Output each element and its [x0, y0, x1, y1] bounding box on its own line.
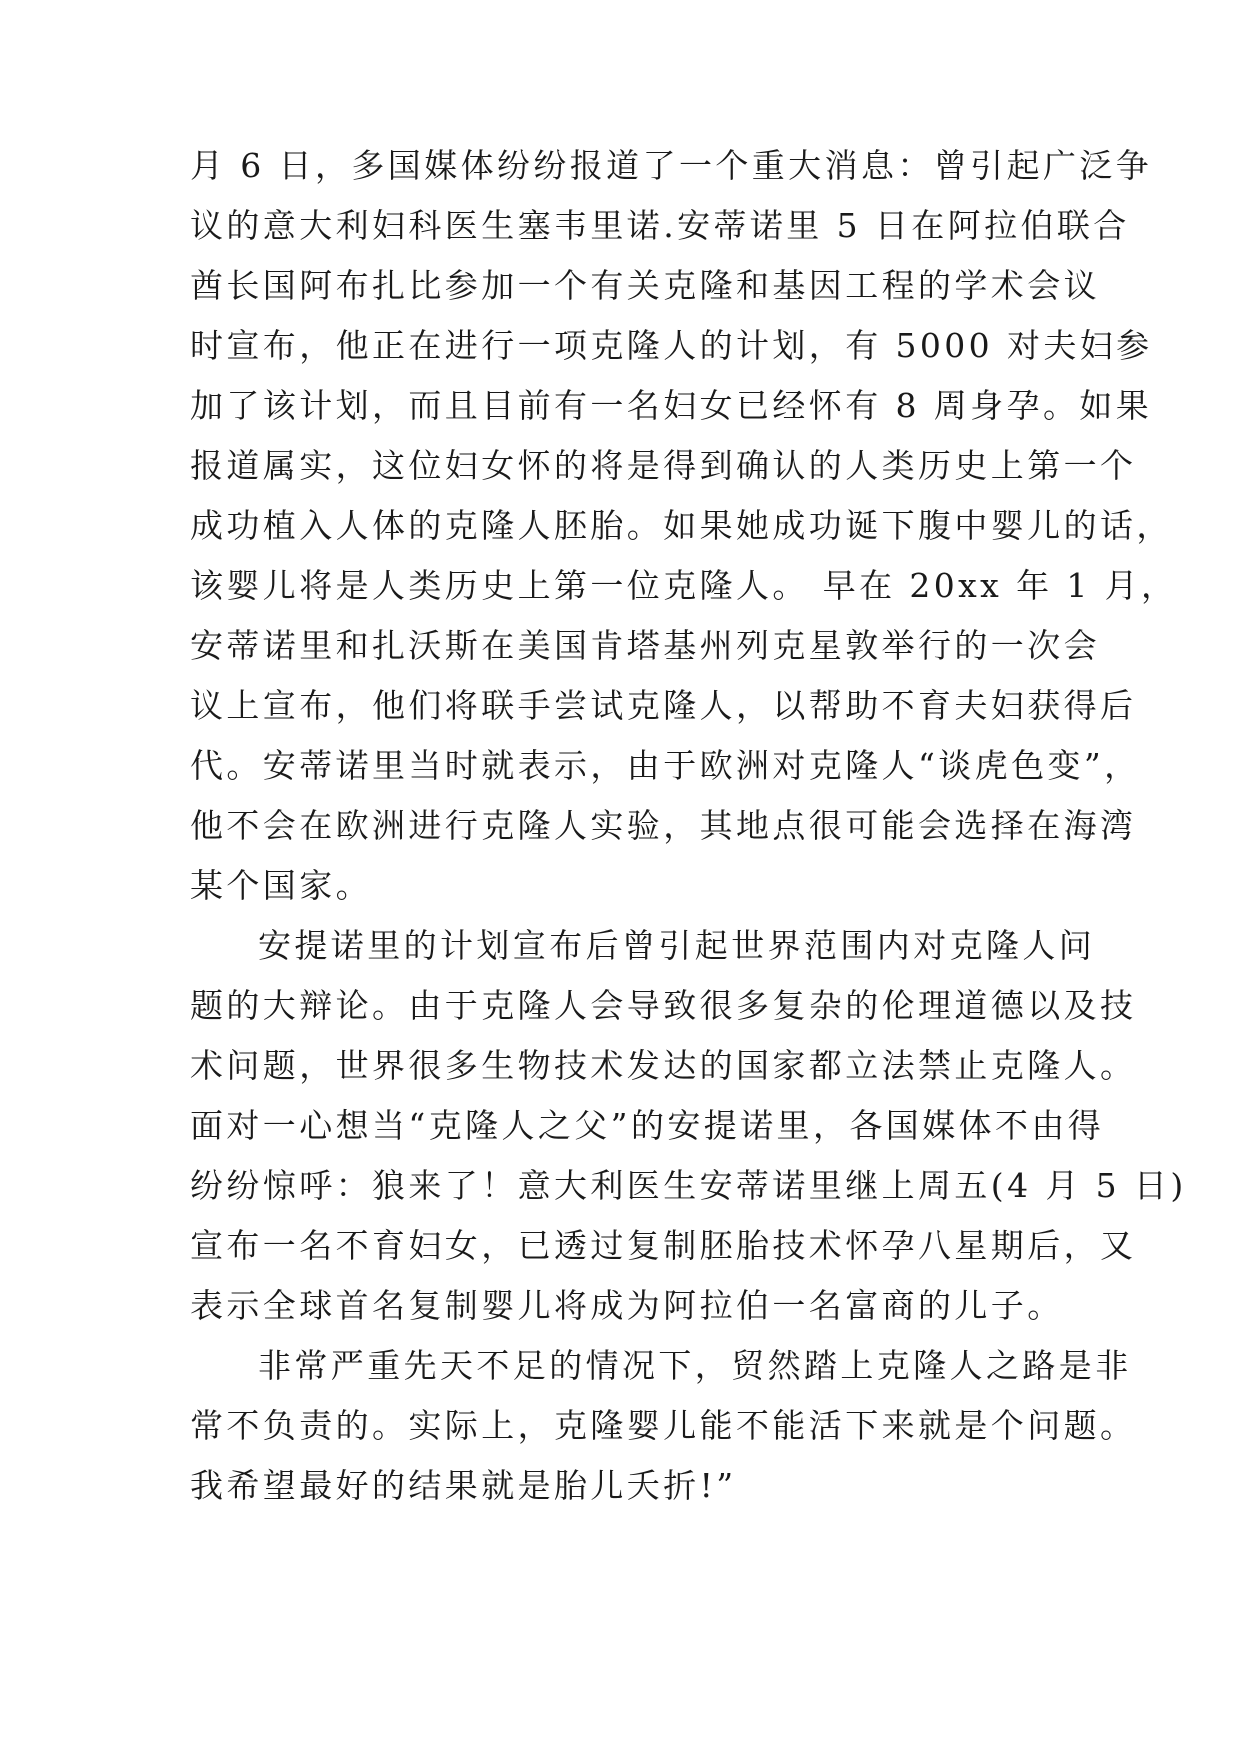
text-line: 纷纷惊呼：狼来了！意大利医生安蒂诺里继上周五(4 月 5 日)	[190, 1166, 1187, 1205]
text-line: 表示全球首名复制婴儿将成为阿拉伯一名富商的儿子。	[190, 1286, 1064, 1325]
text-line: 代。安蒂诺里当时就表示，由于欧洲对克隆人“谈虎色变”，	[190, 746, 1141, 785]
text-line: 报道属实，这位妇女怀的将是得到确认的人类历史上第一个	[190, 446, 1137, 485]
text-line: 月 6 日，多国媒体纷纷报道了一个重大消息：曾引起广泛争	[190, 146, 1153, 185]
text-line: 常不负责的。实际上，克隆婴儿能不能活下来就是个问题。	[190, 1406, 1137, 1445]
text-line: 加了该计划，而且目前有一名妇女已经怀有 8 周身孕。如果	[190, 386, 1153, 425]
paragraph-first-line: 安提诺里的计划宣布后曾引起世界范围内对克隆人问	[258, 926, 1096, 965]
text-line: 成功植入人体的克隆人胚胎。如果她成功诞下腹中婴儿的话，	[190, 506, 1173, 545]
text-line: 面对一心想当“克隆人之父”的安提诺里，各国媒体不由得	[190, 1106, 1105, 1145]
text-line: 议上宣布，他们将联手尝试克隆人，以帮助不育夫妇获得后	[190, 686, 1137, 725]
text-line: 该婴儿将是人类历史上第一位克隆人。 早在 20xx 年 1 月，	[190, 566, 1178, 605]
text-line: 议的意大利妇科医生塞韦里诺.安蒂诺里 5 日在阿拉伯联合	[190, 206, 1130, 245]
text-line: 酋长国阿布扎比参加一个有关克隆和基因工程的学术会议	[190, 266, 1100, 305]
text-line: 术问题，世界很多生物技术发达的国家都立法禁止克隆人。	[190, 1046, 1137, 1085]
text-line: 时宣布，他正在进行一项克隆人的计划，有 5000 对夫妇参	[190, 326, 1153, 365]
text-line: 题的大辩论。由于克隆人会导致很多复杂的伦理道德以及技	[190, 986, 1137, 1025]
text-line: 安蒂诺里和扎沃斯在美国肯塔基州列克星敦举行的一次会	[190, 626, 1100, 665]
paragraph-first-line: 非常严重先天不足的情况下，贸然踏上克隆人之路是非	[258, 1346, 1132, 1385]
text-line: 他不会在欧洲进行克隆人实验，其地点很可能会选择在海湾	[190, 806, 1137, 845]
text-line: 某个国家。	[190, 866, 372, 905]
text-line: 宣布一名不育妇女，已透过复制胚胎技术怀孕八星期后，又	[190, 1226, 1137, 1265]
text-line: 我希望最好的结果就是胎儿夭折!”	[190, 1466, 737, 1505]
